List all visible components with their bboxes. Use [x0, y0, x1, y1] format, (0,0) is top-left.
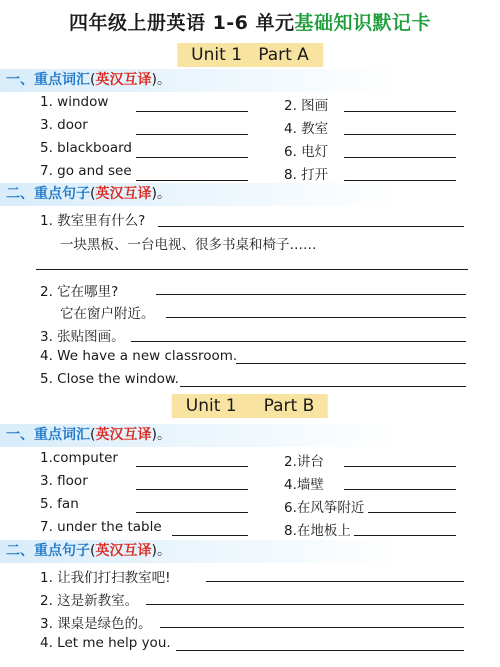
answer-line[interactable] [166, 316, 466, 318]
unit-b-vocab-header: 一、重点词汇(英汉互译)。 [0, 424, 500, 447]
answer-line[interactable] [36, 268, 468, 270]
vocab-a-2-right: 4. 教室 [284, 121, 329, 137]
answer-blank[interactable] [368, 511, 456, 513]
vocab-b-1-right: 2.讲台 [284, 454, 324, 470]
answer-line[interactable] [156, 293, 466, 295]
answer-line[interactable] [131, 340, 466, 342]
unit-b-sentence-header: 二、重点句子(英汉互译)。 [0, 540, 500, 563]
answer-line[interactable] [160, 626, 464, 628]
answer-blank[interactable] [344, 156, 456, 158]
answer-blank[interactable] [344, 488, 456, 490]
title-part2: 基础知识默记卡 [294, 12, 432, 34]
vocab-a-3-left: 5. blackboard [40, 140, 132, 156]
sentence-a-1: 1. 教室里有什么? [40, 213, 146, 229]
unit-a-vocab-header: 一、重点词汇(英汉互译)。 [0, 69, 500, 92]
answer-line[interactable] [146, 603, 464, 605]
answer-line[interactable] [180, 385, 466, 387]
answer-line[interactable] [236, 362, 466, 364]
answer-blank[interactable] [344, 179, 456, 181]
vocab-a-2-left: 3. door [40, 117, 88, 133]
vocab-b-3-left: 5. fan [40, 496, 79, 512]
sentence-a-2-cont: 它在窗户附近。 [60, 306, 155, 322]
answer-blank[interactable] [136, 110, 248, 112]
vocab-b-4-right: 8.在地板上 [284, 523, 351, 539]
answer-line[interactable] [176, 649, 464, 651]
answer-blank[interactable] [136, 511, 248, 513]
answer-line[interactable] [158, 225, 464, 227]
vocab-a-4-left: 7. go and see [40, 163, 132, 179]
sentence-b-1: 1. 让我们打扫教室吧! [40, 570, 171, 586]
page-title [0, 8, 500, 35]
unit-a-sentence-header: 二、重点句子(英汉互译)。 [0, 183, 500, 206]
answer-blank[interactable] [136, 133, 248, 135]
answer-blank[interactable] [172, 534, 248, 536]
vocab-b-2-left: 3. floor [40, 473, 88, 489]
title-part1: 四年级上册英语 1-6 单元 [68, 12, 295, 34]
answer-blank[interactable] [354, 534, 456, 536]
answer-line[interactable] [206, 580, 464, 582]
unit-b-heading: Unit 1 Part B [172, 394, 328, 418]
answer-blank[interactable] [136, 179, 248, 181]
sentence-a-5: 5. Close the window. [40, 371, 179, 387]
answer-blank[interactable] [344, 465, 456, 467]
sentence-b-2: 2. 这是新教室。 [40, 593, 139, 609]
answer-blank[interactable] [344, 110, 456, 112]
sentence-a-2: 2. 它在哪里? [40, 284, 119, 300]
sentence-a-1-cont: 一块黑板、一台电视、很多书桌和椅子…… [60, 237, 317, 253]
answer-blank[interactable] [136, 156, 248, 158]
answer-blank[interactable] [136, 488, 248, 490]
answer-blank[interactable] [136, 465, 248, 467]
vocab-b-2-right: 4.墙壁 [284, 477, 324, 493]
vocab-b-4-left: 7. under the table [40, 519, 162, 535]
vocab-a-1-left: 1. window [40, 94, 109, 110]
vocab-a-1-right: 2. 图画 [284, 98, 329, 114]
vocab-a-3-right: 6. 电灯 [284, 144, 329, 160]
sentence-a-3: 3. 张贴图画。 [40, 329, 125, 345]
sentence-a-4: 4. We have a new classroom. [40, 348, 238, 364]
vocab-b-1-left: 1.computer [40, 450, 118, 466]
vocab-a-4-right: 8. 打开 [284, 167, 329, 183]
sentence-b-4: 4. Let me help you. [40, 635, 171, 651]
unit-a-heading: Unit 1 Part A [177, 43, 323, 67]
vocab-b-3-right: 6.在风筝附近 [284, 500, 365, 516]
answer-blank[interactable] [344, 133, 456, 135]
sentence-b-3: 3. 课桌是绿色的。 [40, 616, 152, 632]
